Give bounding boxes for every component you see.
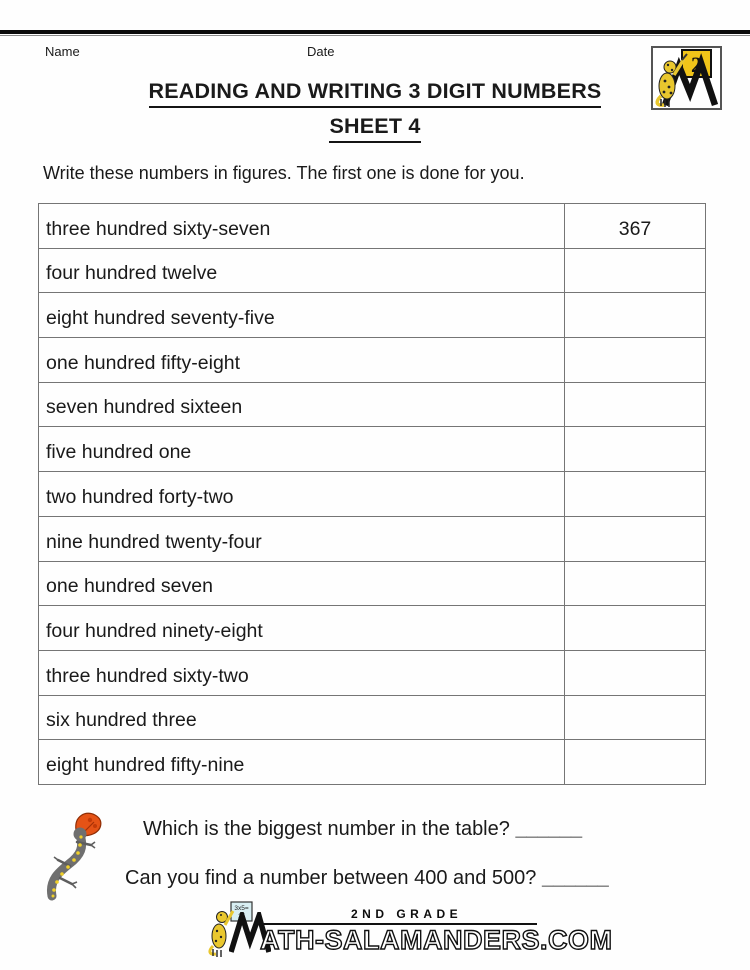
table-row [39, 427, 706, 472]
table-row [39, 382, 706, 427]
table-row [39, 248, 706, 293]
table-row [39, 516, 706, 561]
answer-cell[interactable]: 367 [565, 204, 706, 249]
number-words: eight hundred fifty-nine [39, 740, 565, 785]
answer-cell[interactable] [565, 650, 706, 695]
table-row [39, 293, 706, 338]
answer-cell[interactable] [565, 293, 706, 338]
answer-cell[interactable] [565, 516, 706, 561]
answer-cell[interactable] [565, 561, 706, 606]
name-label: Name [45, 44, 80, 59]
number-words: four hundred twelve [39, 248, 565, 293]
gecko-icon [46, 810, 110, 907]
table-row [39, 204, 706, 249]
number-words: nine hundred twenty-four [39, 516, 565, 561]
table-row [39, 695, 706, 740]
grade-number: 2 [691, 52, 702, 77]
answer-cell[interactable] [565, 427, 706, 472]
sheet-subtitle [0, 114, 750, 143]
number-words: three hundred sixty-seven [39, 204, 565, 249]
answer-cell[interactable] [565, 248, 706, 293]
sheet-text: SHEET 4 [329, 114, 420, 143]
number-words: eight hundred seventy-five [39, 293, 565, 338]
answer-cell[interactable] [565, 472, 706, 517]
site-name-text: ATH-SALAMANDERS.COM [260, 925, 613, 955]
number-words: one hundred fifty-eight [39, 338, 565, 383]
footer-logo [205, 900, 613, 960]
header-rule [0, 30, 750, 34]
instruction-text: Write these numbers in figures. The first one is done for you. [43, 163, 525, 183]
table-row [39, 650, 706, 695]
table-row [39, 606, 706, 651]
number-words: three hundred sixty-two [39, 650, 565, 695]
table-row [39, 472, 706, 517]
number-words: six hundred three [39, 695, 565, 740]
title-text: READING AND WRITING 3 DIGIT NUMBERS [149, 79, 602, 108]
question-between-400-500 [125, 867, 609, 890]
number-words: one hundred seven [39, 561, 565, 606]
answer-cell[interactable] [565, 695, 706, 740]
table-row [39, 740, 706, 785]
page-title [0, 79, 750, 108]
table-row [39, 338, 706, 383]
header-rule-shadow [0, 35, 750, 36]
board-result: 15 [237, 913, 246, 920]
answer-blank[interactable]: ______ [541, 867, 609, 889]
answer-cell[interactable] [565, 606, 706, 651]
table-row [39, 561, 706, 606]
question-text: Which is the biggest number in the table? [143, 818, 510, 840]
question-text: Can you find a number between 400 and 500? [125, 867, 537, 889]
numbers-table [38, 203, 706, 785]
number-words: seven hundred sixteen [39, 382, 565, 427]
answer-cell[interactable] [565, 338, 706, 383]
answer-cell[interactable] [565, 382, 706, 427]
grade-level-text: 2ND GRADE [351, 907, 463, 921]
question-biggest-number [143, 818, 582, 841]
number-words: four hundred ninety-eight [39, 606, 565, 651]
board-equation: 3x5= [234, 905, 249, 912]
answer-cell[interactable] [565, 740, 706, 785]
number-words: two hundred forty-two [39, 472, 565, 517]
date-label: Date [307, 44, 335, 59]
number-words: five hundred one [39, 427, 565, 472]
answer-blank[interactable]: ______ [515, 818, 583, 840]
